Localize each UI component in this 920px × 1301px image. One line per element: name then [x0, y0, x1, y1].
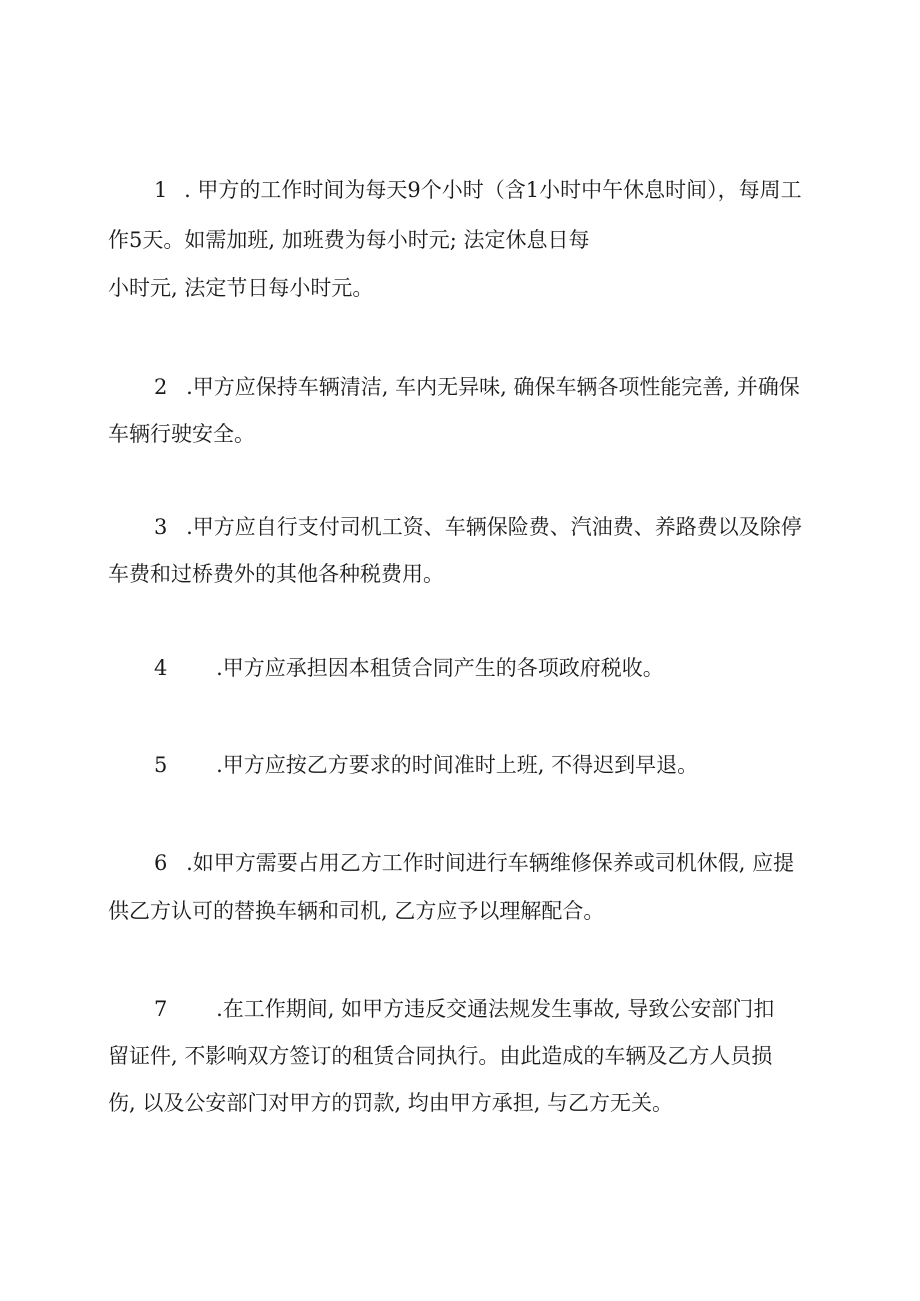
- clause-text: .甲方应按乙方要求的时间准时上班, 不得迟到早退。: [216, 753, 699, 777]
- clause-text: 伤, 以及公安部门对甲方的罚款, 均由甲方承担, 与乙方无关。: [108, 1091, 674, 1115]
- clause-line: [108, 564, 444, 585]
- clause-line: [154, 377, 800, 398]
- clause-line: [154, 999, 774, 1020]
- clause-number: 4: [154, 656, 168, 680]
- clause-number: 3: [154, 515, 168, 539]
- clause-number: 1: [154, 178, 168, 202]
- clause-text: 留证件, 不影响双方签订的租赁合同执行。由此造成的车辆及乙方人员损: [108, 1044, 773, 1068]
- clause-number: 7: [154, 997, 168, 1021]
- clause-text: .如甲方需要占用乙方工作时间进行车辆维修保养或司机休假, 应提: [186, 851, 795, 875]
- clause-number: 5: [154, 753, 168, 777]
- clause-number: 2: [154, 375, 168, 399]
- clause-line: [108, 230, 589, 251]
- clause-text: 车辆行驶安全。: [108, 422, 255, 446]
- clause-line: [108, 901, 604, 922]
- clause-line: [108, 1046, 772, 1067]
- clause-line: [154, 853, 794, 874]
- clause-text: .甲方应自行支付司机工资、车辆保险费、汽油费、养路费以及除停: [186, 515, 802, 539]
- clause-line: [108, 424, 255, 445]
- clause-line: [108, 1093, 673, 1114]
- clause-text: . 甲方的工作时间为每天9个小时（含1小时中午休息时间），每周工: [184, 178, 802, 202]
- clause-text: 小时元, 法定节日每小时元。: [108, 276, 374, 300]
- clause-line: [154, 180, 802, 201]
- clause-line: [154, 755, 698, 776]
- clause-line: [154, 658, 664, 679]
- clause-text: .甲方应承担因本租赁合同产生的各项政府税收。: [216, 656, 664, 680]
- clause-line: [154, 517, 802, 538]
- clause-text: 作5天。如需加班, 加班费为每小时元; 法定休息日每: [108, 228, 590, 252]
- clause-text: .甲方应保持车辆清洁, 车内无异味, 确保车辆各项性能完善, 并确保: [186, 375, 800, 399]
- clause-number: 6: [154, 851, 168, 875]
- clause-line: [108, 278, 373, 299]
- clause-text: 车费和过桥费外的其他各种税费用。: [108, 562, 444, 586]
- clause-text: .在工作期间, 如甲方违反交通法规发生事故, 导致公安部门扣: [216, 997, 775, 1021]
- clause-text: 供乙方认可的替换车辆和司机, 乙方应予以理解配合。: [108, 899, 605, 923]
